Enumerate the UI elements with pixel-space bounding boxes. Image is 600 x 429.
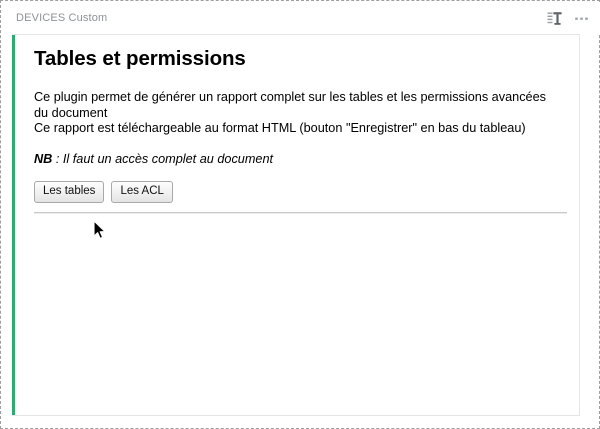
- note-label: NB: [34, 151, 53, 166]
- note-line: [34, 152, 571, 168]
- note-text: : Il faut un accès complet au document: [52, 151, 274, 166]
- widget-title: DEVICES Custom: [16, 12, 108, 24]
- tab-les-acl[interactable]: Les ACL: [111, 181, 172, 203]
- page-title: Tables et permissions: [34, 47, 246, 70]
- table-filter-icon[interactable]: [545, 9, 563, 27]
- header-actions: [545, 9, 590, 27]
- horizontal-divider: [34, 212, 567, 214]
- accent-bar: [12, 35, 15, 416]
- description-paragraph-1: Ce plugin permet de générer un rapport complet sur les tables et les permissions avancées du document: [34, 90, 546, 120]
- widget-header: [2, 2, 600, 34]
- content-panel: [12, 34, 580, 416]
- document-body: [34, 35, 571, 214]
- tab-row: [34, 181, 571, 203]
- more-options-icon[interactable]: [572, 9, 590, 27]
- tab-les-tables[interactable]: Les tables: [34, 181, 104, 203]
- description-paragraph-2: Ce rapport est téléchargeable au format HTML (bouton "Enregistrer" en bas du tableau): [34, 121, 526, 135]
